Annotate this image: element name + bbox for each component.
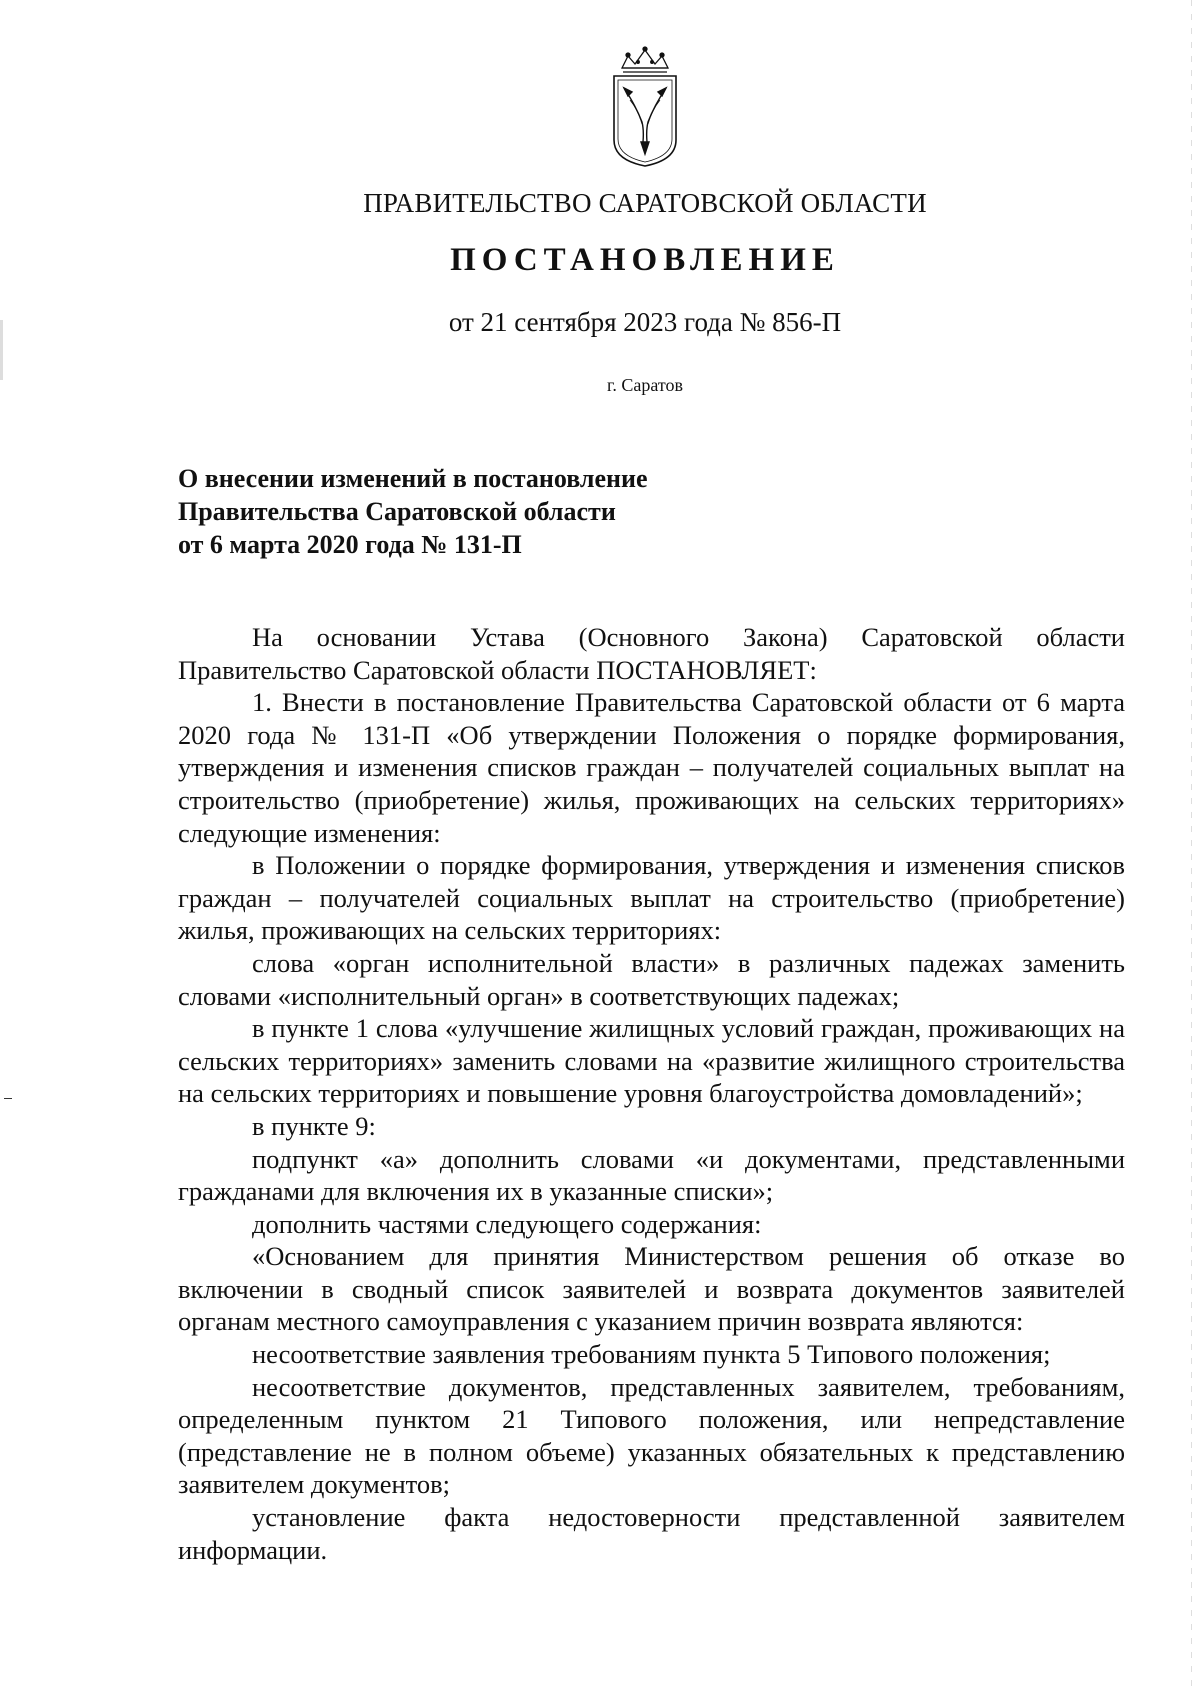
- saratov-coat-of-arms-icon: [608, 44, 682, 170]
- document-type: ПОСТАНОВЛЕНИЕ: [450, 242, 840, 278]
- scan-mark: [4, 1098, 12, 1099]
- body-paragraph: в пункте 1 слова «улучшение жилищных условий граждан, проживающих на сельских территориях» заменить словами на «развитие жилищного строительства на сельских территориях и повышение уровня благоустройства домовладений»;: [178, 1013, 1125, 1109]
- body-paragraph: несоответствие заявления требованиям пункта 5 Типового положения;: [252, 1339, 1051, 1370]
- body-paragraph: в Положении о порядке формирования, утверждения и изменения списков граждан – получателей социальных выплат на строительство (приобретение) жилья, проживающих на сельских территориях:: [178, 850, 1125, 946]
- body-paragraph: дополнить частями следующего содержания:: [252, 1208, 762, 1239]
- body-paragraph: подпункт «а» дополнить словами «и документами, представленными гражданами для включения их в указанные списки»;: [178, 1143, 1125, 1207]
- government-name: ПРАВИТЕЛЬСТВО САРАТОВСКОЙ ОБЛАСТИ: [363, 188, 927, 218]
- body-paragraph: 1. Внести в постановление Правительства Саратовской области от 6 марта 2020 года № 131-П «Об утверждении Положения о порядке формирования, утверждения и изменения списков граждан – получателей социальных выплат на строительство (приобретение) жилья, проживающих на сельских территориях» следующие изменения:: [178, 687, 1125, 848]
- body-paragraph: слова «орган исполнительной власти» в различных падежах заменить словами «исполнительный орган» в соответствующих падежах;: [178, 947, 1125, 1011]
- subject-line: Правительства Саратовской области: [178, 497, 616, 526]
- subject-line: О внесении изменений в постановление: [178, 464, 648, 493]
- body-paragraph: несоответствие документов, представленных заявителем, требованиям, определенным пунктом 21 Типового положения, или непредставление (представление не в полном объеме) указанных обязательных к представлению заявителем документов;: [178, 1371, 1125, 1500]
- body-paragraph: установление факта недостоверности представленной заявителем информации.: [178, 1502, 1125, 1565]
- document-city: г. Саратов: [607, 375, 683, 395]
- subject-line: от 6 марта 2020 года № 131-П: [178, 530, 522, 559]
- body-paragraph: в пункте 9:: [252, 1110, 376, 1141]
- body-paragraph: «Основанием для принятия Министерством решения об отказе во включении в сводный список заявителей и возврата документов заявителей органам местного самоуправления с указанием причин возврата являются:: [178, 1241, 1125, 1337]
- document-subject: [178, 462, 778, 561]
- document-date-number: от 21 сентября 2023 года № 856-П: [448, 307, 842, 337]
- document-body: [178, 621, 1125, 1566]
- body-paragraph: На основании Устава (Основного Закона) Саратовской области Правительство Саратовской области ПОСТАНОВЛЯЕТ:: [178, 622, 1125, 685]
